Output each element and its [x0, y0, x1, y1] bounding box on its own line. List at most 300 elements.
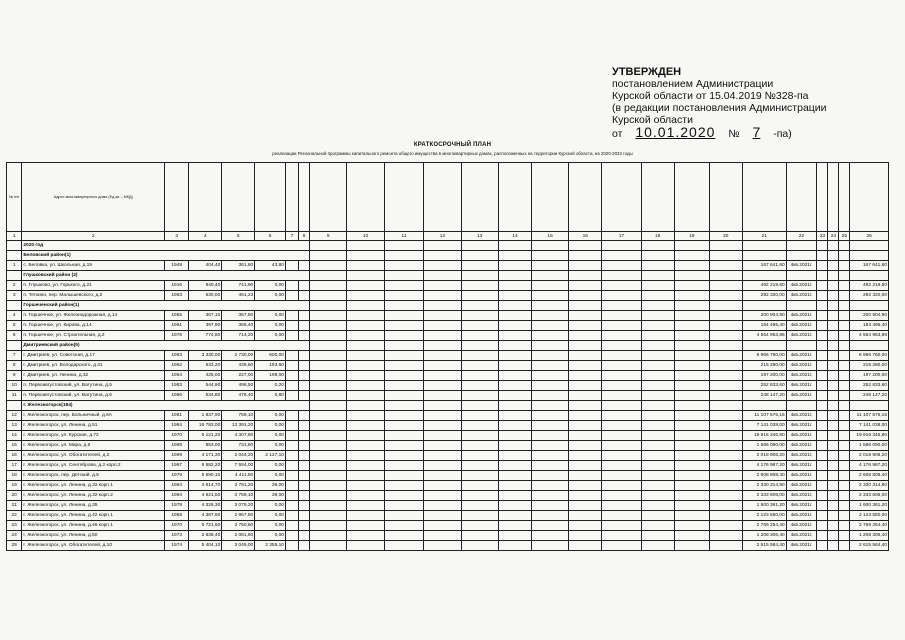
- row-fund: 11 107 576,16: [742, 411, 786, 421]
- row-address: г. Железногорск, ул. Обогатителей, д.10: [22, 541, 165, 551]
- approval-date-line: [612, 126, 882, 140]
- column-number: 12: [424, 232, 461, 241]
- row-number: 12: [7, 411, 22, 421]
- row-address: п. Горшечное, ул. Кирова, д.14: [22, 321, 165, 331]
- row-number: 24: [7, 531, 22, 541]
- row-term: 4кв.2021г.: [786, 501, 817, 511]
- row-year: 1961: [165, 411, 189, 421]
- row-fund: 1 586 090,00: [742, 441, 786, 451]
- column-number: 9: [310, 232, 347, 241]
- table-row: [7, 351, 889, 361]
- row-area-total: 9 582,20: [189, 461, 222, 471]
- approval-line: (в редакции постановления Администрации: [612, 102, 827, 114]
- column-number: 20: [709, 232, 742, 241]
- group-label: Горшеченский район(1): [22, 301, 310, 311]
- approval-number-suffix: -па): [773, 128, 792, 140]
- row-area-total: 367,10: [189, 311, 222, 321]
- row-total: 200 904,90: [850, 311, 889, 321]
- row-number: 13: [7, 421, 22, 431]
- row-year: 1970: [165, 521, 189, 531]
- row-area-nonresidential: 0,00: [255, 511, 286, 521]
- row-area-nonresidential: 0,00: [255, 321, 286, 331]
- group-label: г. Железногорск(184): [22, 401, 310, 411]
- row-area-residential: 451,23: [222, 291, 255, 301]
- row-area-residential: 439,60: [222, 361, 255, 371]
- row-year: 1970: [165, 431, 189, 441]
- table-row: [7, 361, 889, 371]
- row-area-residential: 2 967,50: [222, 511, 255, 521]
- row-area-total: 940,40: [189, 281, 222, 291]
- row-fund: 6 966 760,00: [742, 351, 786, 361]
- row-term: 4кв.2021г.: [786, 451, 817, 461]
- row-term: 4кв.2021г.: [786, 491, 817, 501]
- row-term: 4кв.2021г.: [786, 461, 817, 471]
- row-fund: 2 018 906,20: [742, 451, 786, 461]
- row-area-nonresidential: 0,00: [255, 331, 286, 341]
- row-fund: 200 904,90: [742, 311, 786, 321]
- approval-date: 10.01.2020: [635, 124, 716, 140]
- row-term: 4кв.2021г.: [786, 411, 817, 421]
- row-fund: 2 333 606,00: [742, 491, 786, 501]
- row-address: г. Железногорск, ул. Обогатителей, д.2: [22, 451, 165, 461]
- row-area-residential: 365,40: [222, 321, 255, 331]
- column-number: 25: [839, 232, 850, 241]
- row-area-total: 5 590,10: [189, 471, 222, 481]
- row-fund: 248 147,20: [742, 391, 786, 401]
- row-total: 248 147,20: [850, 391, 889, 401]
- row-address: п. Теткино, пер. Малышевского, д.2: [22, 291, 165, 301]
- column-number: 2: [22, 232, 165, 241]
- table-row: [7, 291, 889, 301]
- row-area-nonresidential: 0,00: [255, 441, 286, 451]
- row-number: 11: [7, 391, 22, 401]
- row-number: 1: [7, 261, 22, 271]
- row-area-total: 630,00: [189, 291, 222, 301]
- table-row: [7, 511, 889, 521]
- row-year: 1976: [165, 331, 189, 341]
- row-year: 1962: [165, 361, 189, 371]
- row-address: г. Железногорск, ул. Ленина, д.50: [22, 531, 165, 541]
- row-area-nonresidential: 0,00: [255, 291, 286, 301]
- table-row: [7, 261, 889, 271]
- row-address: г. Железногорск, ул. Ленина, д.42 корп.1: [22, 511, 165, 521]
- row-year: 1948: [165, 261, 189, 271]
- row-area-nonresidential: 0,00: [255, 311, 286, 321]
- row-area-nonresidential: 0,00: [255, 421, 286, 431]
- row-term: 4кв.2021г.: [786, 421, 817, 431]
- row-year: 1954: [165, 371, 189, 381]
- row-term: 4кв.2021г.: [786, 331, 817, 341]
- row-address: г. Дмитриев, ул. Советская, д.17: [22, 351, 165, 361]
- row-area-residential: 4 307,60: [222, 431, 255, 441]
- row-address: п. Первоавгустовский, ул. Ватутина, д.6: [22, 391, 165, 401]
- row-year: 1974: [165, 541, 189, 551]
- row-address: п. Горшечное, ул. Железнодорожная, д.14: [22, 311, 165, 321]
- group-row: [7, 301, 889, 311]
- row-address: г. Железногорск, пер. Больничный, д.6А: [22, 411, 165, 421]
- table-row: [7, 471, 889, 481]
- row-total: 1 600 361,20: [850, 501, 889, 511]
- group-label: Беловский район(1): [22, 251, 310, 261]
- row-address: п. Глушково, ул. Горького, д.21: [22, 281, 165, 291]
- row-term: 4кв.2021г.: [786, 481, 817, 491]
- row-area-residential: 13 391,20: [222, 421, 255, 431]
- row-year: 1967: [165, 461, 189, 471]
- row-number: 4: [7, 311, 22, 321]
- approval-number: 7: [752, 124, 761, 140]
- table-head: [7, 163, 889, 232]
- row-area-residential: 357,50: [222, 311, 255, 321]
- row-area-total: 774,80: [189, 331, 222, 341]
- approval-line: Курской области: [612, 114, 693, 126]
- row-total: 11 107 576,16: [850, 411, 889, 421]
- table-row: [7, 491, 889, 501]
- table-row: [7, 461, 889, 471]
- approval-number-label: №: [728, 128, 740, 140]
- row-area-nonresidential: 198,00: [255, 371, 286, 381]
- row-fund: 19 916 346,80: [742, 431, 786, 441]
- row-number: 2: [7, 281, 22, 291]
- row-area-nonresidential: 0,00: [255, 281, 286, 291]
- row-area-nonresidential: 0,00: [255, 521, 286, 531]
- row-area-total: 5 121,20: [189, 431, 222, 441]
- row-total: 2 769 254,40: [850, 521, 889, 531]
- row-number: 14: [7, 431, 22, 441]
- row-total: 197 200,00: [850, 371, 889, 381]
- table-body: [7, 232, 889, 551]
- column-number: 8: [299, 232, 310, 241]
- row-area-residential: 2 044,20: [222, 451, 255, 461]
- column-number: 18: [641, 232, 674, 241]
- row-fund: 215 280,00: [742, 361, 786, 371]
- row-area-nonresidential: 0,00: [255, 531, 286, 541]
- row-area-total: 425,00: [189, 371, 222, 381]
- row-area-residential: 2 081,60: [222, 531, 255, 541]
- row-area-residential: 4 411,50: [222, 471, 255, 481]
- row-year: 1916: [165, 281, 189, 291]
- row-total: 215 280,00: [850, 361, 889, 371]
- column-number: 23: [817, 232, 828, 241]
- row-number: 20: [7, 491, 22, 501]
- row-area-residential: 476,40: [222, 391, 255, 401]
- row-term: 4кв.2021г.: [786, 381, 817, 391]
- document-subtitle: реализации Региональной программы капитального ремонта общего имущества в многоквартирных домах, расположенных на территории Курской области, на 2020-2022 годы: [272, 151, 633, 156]
- row-area-nonresidential: 0,00: [255, 501, 286, 511]
- row-area-total: 404,40: [189, 261, 222, 271]
- row-number: 22: [7, 511, 22, 521]
- table-row: [7, 321, 889, 331]
- column-number: 10: [347, 232, 384, 241]
- row-area-residential: 2 730,00: [222, 351, 255, 361]
- row-number: 25: [7, 541, 22, 551]
- row-year: 1979: [165, 471, 189, 481]
- row-number: 23: [7, 521, 22, 531]
- group-row: [7, 341, 889, 351]
- row-area-nonresidential: 0,80: [255, 391, 286, 401]
- row-total: 2 018 906,20: [850, 451, 889, 461]
- row-term: 4кв.2021г.: [786, 281, 817, 291]
- row-total: 2 123 550,00: [850, 511, 889, 521]
- group-label: 2020 год: [22, 241, 310, 251]
- row-area-residential: 227,00: [222, 371, 255, 381]
- row-area-total: 853,00: [189, 441, 222, 451]
- row-address: г. Железногорск, ул. Ленина, д.32 корп.2: [22, 491, 165, 501]
- column-number: 7: [285, 232, 298, 241]
- table-row: [7, 331, 889, 341]
- row-area-total: 3 330,00: [189, 351, 222, 361]
- row-fund: 292 320,00: [742, 291, 786, 301]
- row-area-total: 2 838,40: [189, 531, 222, 541]
- row-fund: 184 495,40: [742, 321, 786, 331]
- row-term: 4кв.2021г.: [786, 521, 817, 531]
- table-row: [7, 481, 889, 491]
- row-address: г. Железногорск, ул. Ленина, д.46 корп.1: [22, 521, 165, 531]
- column-number: 22: [786, 232, 817, 241]
- row-year: 1986: [165, 391, 189, 401]
- row-area-residential: 741,90: [222, 281, 255, 291]
- row-total: 19 916 346,80: [850, 431, 889, 441]
- column-number: 13: [461, 232, 498, 241]
- row-fund: 1 600 361,20: [742, 501, 786, 511]
- row-total: 7 141 038,00: [850, 421, 889, 431]
- row-area-nonresidential: 193,60: [255, 361, 286, 371]
- row-area-nonresidential: 600,00: [255, 351, 286, 361]
- row-fund: 2 123 550,00: [742, 511, 786, 521]
- row-number: 3: [7, 291, 22, 301]
- row-fund: 252 833,60: [742, 381, 786, 391]
- row-number: 15: [7, 441, 22, 451]
- row-area-residential: 3 750,60: [222, 521, 255, 531]
- row-number: 7: [7, 351, 22, 361]
- row-area-residential: 7 554,00: [222, 461, 255, 471]
- column-number: 5: [222, 232, 255, 241]
- row-term: 4кв.2021г.: [786, 361, 817, 371]
- row-fund: 197 200,00: [742, 371, 786, 381]
- group-row: [7, 241, 889, 251]
- column-number: 6: [255, 232, 286, 241]
- column-number-row: [7, 232, 889, 241]
- row-area-nonresidential: 0,20: [255, 381, 286, 391]
- plan-table: [6, 162, 889, 551]
- table-row: [7, 311, 889, 321]
- row-area-total: 16 783,00: [189, 421, 222, 431]
- row-fund: 7 141 038,00: [742, 421, 786, 431]
- row-term: 4кв.2021г.: [786, 311, 817, 321]
- row-total: 6 966 760,00: [850, 351, 889, 361]
- table-row: [7, 431, 889, 441]
- row-area-total: 5 721,60: [189, 521, 222, 531]
- group-row: [7, 251, 889, 261]
- document-title: КРАТКОСРОЧНЫЙ ПЛАН: [413, 142, 492, 148]
- row-term: 4кв.2021г.: [786, 431, 817, 441]
- row-total: 184 495,40: [850, 321, 889, 331]
- row-number: 16: [7, 451, 22, 461]
- row-term: 4кв.2021г.: [786, 531, 817, 541]
- table-row: [7, 281, 889, 291]
- row-area-total: 4 621,50: [189, 491, 222, 501]
- row-number: 21: [7, 501, 22, 511]
- row-fund: 492 219,60: [742, 281, 786, 291]
- row-term: 4кв.2021г.: [786, 511, 817, 521]
- row-fund: 2 615 584,40: [742, 541, 786, 551]
- row-area-nonresidential: 0,00: [255, 471, 286, 481]
- row-year: 1984: [165, 421, 189, 431]
- group-row: [7, 401, 889, 411]
- row-address: п. Горшечное, ул. Строительная, д.2: [22, 331, 165, 341]
- table-row: [7, 411, 889, 421]
- row-number: 10: [7, 381, 22, 391]
- row-year: 1984: [165, 481, 189, 491]
- row-address: г. Железногорск, пер. Детский, д.5: [22, 471, 165, 481]
- row-area-total: 1 837,90: [189, 411, 222, 421]
- table-row: [7, 451, 889, 461]
- row-address: г. Железногорск, ул. Ленина, д.32 корп.1: [22, 481, 165, 491]
- row-term: 4кв.2021г.: [786, 351, 817, 361]
- row-number: 5: [7, 321, 22, 331]
- row-total: 1 586 090,00: [850, 441, 889, 451]
- row-total: 4 176 967,20: [850, 461, 889, 471]
- row-fund: 4 554 953,86: [742, 331, 786, 341]
- row-area-nonresidential: 0,00: [255, 431, 286, 441]
- row-address: с. Беловка, ул. Школьная, д.19: [22, 261, 165, 271]
- row-term: 4кв.2021г.: [786, 321, 817, 331]
- row-fund: 1 208 306,40: [742, 531, 786, 541]
- row-area-residential: 496,50: [222, 381, 255, 391]
- row-area-residential: 3 791,20: [222, 481, 255, 491]
- table-row: [7, 521, 889, 531]
- row-term: 4кв.2021г.: [786, 371, 817, 381]
- table-row: [7, 381, 889, 391]
- column-number: 14: [498, 232, 531, 241]
- group-row: [7, 271, 889, 281]
- row-area-residential: 3 759,10: [222, 491, 255, 501]
- row-area-residential: 3 049,00: [222, 541, 255, 551]
- row-total: 252 833,60: [850, 381, 889, 391]
- row-year: 1983: [165, 351, 189, 361]
- row-total: 167 641,60: [850, 261, 889, 271]
- table-row: [7, 501, 889, 511]
- row-year: 1969: [165, 441, 189, 451]
- row-area-residential: 3 079,20: [222, 501, 255, 511]
- row-area-residential: 714,20: [222, 331, 255, 341]
- table-row: [7, 371, 889, 381]
- column-number: 15: [531, 232, 568, 241]
- col-head-num: № п/п: [7, 163, 22, 232]
- approval-date-prefix: от: [612, 128, 623, 140]
- table-row: [7, 391, 889, 401]
- row-number: 6: [7, 331, 22, 341]
- group-label: Дмитриевский район(5): [22, 341, 310, 351]
- row-address: г. Железногорск, ул. Курская, д.72: [22, 431, 165, 441]
- row-area-nonresidential: 0,00: [255, 461, 286, 471]
- row-number: 18: [7, 471, 22, 481]
- row-area-nonresidential: 43,80: [255, 261, 286, 271]
- row-area-residential: 361,60: [222, 261, 255, 271]
- row-area-total: 5 404,10: [189, 541, 222, 551]
- row-total: 2 330 314,80: [850, 481, 889, 491]
- row-total: 292 320,00: [850, 291, 889, 301]
- column-number: 21: [742, 232, 786, 241]
- column-number: 24: [828, 232, 839, 241]
- table-row: [7, 441, 889, 451]
- row-total: 492 219,60: [850, 281, 889, 291]
- row-area-nonresidential: 39,00: [255, 491, 286, 501]
- row-area-total: 4 326,30: [189, 501, 222, 511]
- approval-head: УТВЕРЖДЕН: [612, 66, 682, 78]
- row-fund: 167 641,60: [742, 261, 786, 271]
- table-row: [7, 421, 889, 431]
- row-year: 1955: [165, 311, 189, 321]
- row-year: 1969: [165, 451, 189, 461]
- table-row: [7, 541, 889, 551]
- row-area-total: 4 614,70: [189, 481, 222, 491]
- col-head-address: Адрес многоквартирного дома (Ед-ки – МКД): [22, 163, 165, 232]
- row-address: г. Дмитриев, ул. Володарского, д.31: [22, 361, 165, 371]
- row-area-total: 4 171,30: [189, 451, 222, 461]
- row-term: 4кв.2021г.: [786, 391, 817, 401]
- row-fund: 4 176 967,20: [742, 461, 786, 471]
- column-number: 3: [165, 232, 189, 241]
- row-term: 4кв.2021г.: [786, 541, 817, 551]
- row-address: г. Железногорск, ул. Ленина, д.51: [22, 421, 165, 431]
- row-area-residential: 759,10: [222, 411, 255, 421]
- row-fund: 2 608 808,40: [742, 471, 786, 481]
- approval-line: Курской области от 15.04.2019 №328-па: [612, 90, 809, 102]
- column-number: 11: [384, 232, 424, 241]
- group-label: Глушковский район (2): [22, 271, 310, 281]
- row-area-total: 633,20: [189, 361, 222, 371]
- row-fund: 2 769 254,40: [742, 521, 786, 531]
- row-year: 1968: [165, 511, 189, 521]
- column-number: 4: [189, 232, 222, 241]
- row-area-nonresidential: 2 355,10: [255, 541, 286, 551]
- row-year: 1973: [165, 531, 189, 541]
- row-year: 1983: [165, 381, 189, 391]
- row-total: 2 333 606,00: [850, 491, 889, 501]
- column-number: 19: [674, 232, 709, 241]
- column-number: 1: [7, 232, 22, 241]
- row-area-total: 544,90: [189, 381, 222, 391]
- row-address: г. Железногорск, ул. Мира, д.6: [22, 441, 165, 451]
- row-year: 1961: [165, 321, 189, 331]
- row-area-nonresidential: 0,00: [255, 411, 286, 421]
- row-address: г. Железногорск, ул. Сентяброва, д.2 корп.2: [22, 461, 165, 471]
- table-row: [7, 531, 889, 541]
- row-year: 1984: [165, 491, 189, 501]
- approval-block: [612, 66, 882, 140]
- approval-line: постановлением Администрации: [612, 78, 774, 90]
- row-area-nonresidential: 2 127,10: [255, 451, 286, 461]
- column-number: 26: [850, 232, 889, 241]
- row-address: г. Железногорск, ул. Ленина, д.35: [22, 501, 165, 511]
- row-fund: 2 330 314,80: [742, 481, 786, 491]
- row-total: 2 608 808,40: [850, 471, 889, 481]
- row-total: 1 208 306,40: [850, 531, 889, 541]
- row-number: 19: [7, 481, 22, 491]
- row-area-residential: 731,80: [222, 441, 255, 451]
- row-number: 9: [7, 371, 22, 381]
- column-number: 16: [569, 232, 602, 241]
- column-number: 17: [602, 232, 642, 241]
- row-term: 4кв.2021г.: [786, 291, 817, 301]
- row-number: 8: [7, 361, 22, 371]
- row-total: 4 554 953,86: [850, 331, 889, 341]
- row-term: 4кв.2021г.: [786, 261, 817, 271]
- row-address: п. Первоавгустовский, ул. Ватутина, д.5: [22, 381, 165, 391]
- row-term: 4кв.2021г.: [786, 471, 817, 481]
- row-address: г. Дмитриев, ул. Ленина, д.32: [22, 371, 165, 381]
- row-total: 2 615 584,40: [850, 541, 889, 551]
